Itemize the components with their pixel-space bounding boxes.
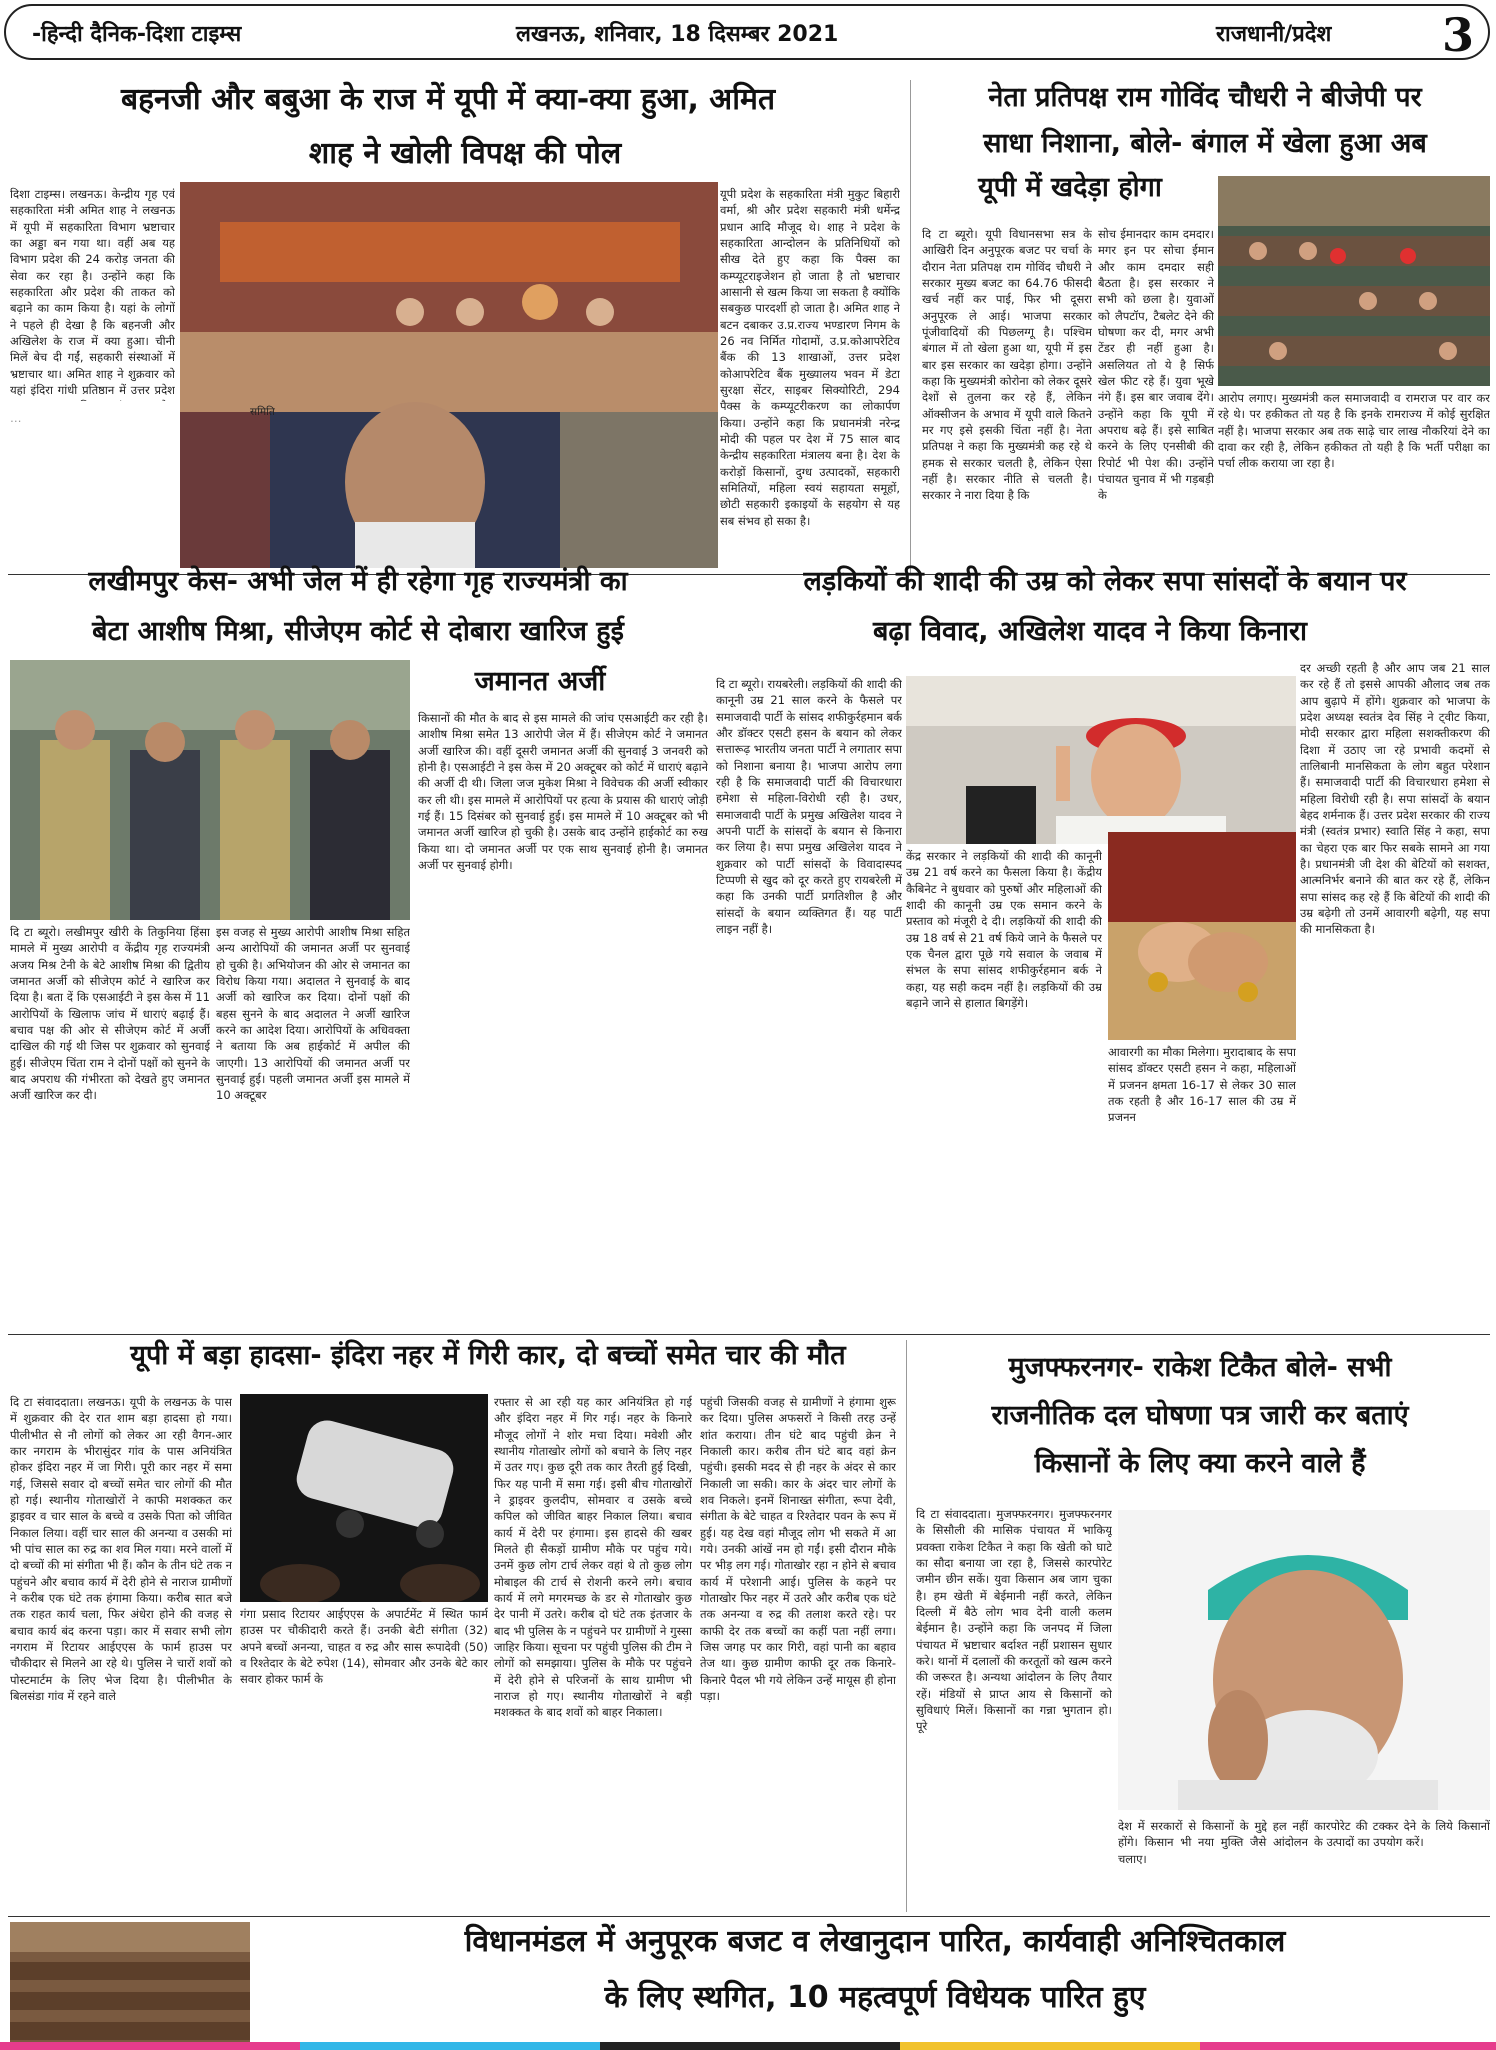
article-sapa-col2: केंद्र सरकार ने लड़कियों की शादी की कानूनी उम्र 21 वर्ष करने का फैसला किया है। केंद्रीय कैबिनेट ने बुधवार को पुरुषों और महिलाओं की शादी की कानूनी उम्र एक समान करने के प्रस्ताव को मंजूरी दे दी। लड़कियों की शादी की उम्र 18 वर्ष से 21 वर्ष किये जाने के फैसले पर एक चैनल द्वारा पूछे गये सवाल के जवाब में संभल के सपा सांसद शफीकुर्रहमान बर्क ने कहा, यह सही कदम नहीं है। लड़कियों की उम्र बढ़ाने जाने से हालात बिगड़ेंगे।: [906, 849, 1102, 1010]
headline-tikait-line2: राजनीतिक दल घोषणा पत्र जारी कर बताएं: [991, 1400, 1409, 1431]
headline-ram-govind-line3: यूपी में खदेड़ा होगा: [978, 172, 1162, 203]
article-ram-govind-col1: दि टा ब्यूरो। यूपी विधानसभा सत्र के आखिरी दिन अनुपूरक बजट पर चर्चा के दौरान नेता प्रतिपक्ष राम गोविंद चौधरी ने सरकार मुख्य बजट का 64.76 फीसदी खर्च नहीं कर पाई, फिर भी दूसरा अनुपूरक ले आई। भाजपा सरकार पूंजीवादियों की पिछलग्गू है। पश्चिम बंगाल में तो खेला हुआ था, यूपी में इस बार इस सरकार का खदेड़ा होगा। उन्होंने कहा कि मुख्यमंत्री कोरोना को लेकर दूसरे देशों से तुलना कर रहे हैं, लेकिन ऑक्सीजन के अभाव में यूपी वाले कितने मर गए इसे इसकी चिंता नहीं है। नेता प्रतिपक्ष ने कहा कि मुख्यमंत्री कह रहे थे हमक से सरकार चलती है, लेकिन ऐसा नहीं है। सरकार नीति से चलती है। सरकार ने नारा दिया है कि: [922, 227, 1092, 503]
article-ram-govind-col3: आरोप लगाए। मुख्यमंत्री कल समाजवादी व रामराज पर वार कर रहे थे। पर हकीकत तो यह है कि इनके रामराज्य में कोई सुरक्षित नहीं है। भाजपा सरकार अब तक साढ़े चार लाख नौकरियां देने का दावा कर रही है, लेकिन हकीकत तो यही है कि भर्ती परीक्षा का पर्चा लीक कराया जा रहा है।: [1218, 391, 1490, 471]
article-tikait-col3: कारपोरेट की टक्कर देने के लिये किसानों के उत्पादों का उपयोग करें।: [1314, 1819, 1490, 1850]
masthead: [4, 4, 1490, 60]
headline-sapa-line2: बढ़ा विवाद, अखिलेश यादव ने किया किनारा: [872, 616, 1308, 647]
headline-lakhimpur-line2: बेटा आशीष मिश्रा, सीजेएम कोर्ट से दोबारा खारिज हुई: [92, 616, 624, 647]
article-accident-col1: दि टा संवाददाता। लखनऊ। यूपी के लखनऊ के पास में शुक्रवार की देर रात शाम बड़ा हादसा हो गया। पीलीभीत से नौ लोगों को लेकर आ रही वैगन-आर कार नगराम के भीरासुंदर गांव के पास अनियंत्रित होकर इंदिरा नहर में जा गिरी। पूरी कार नहर में समा गई, जिससे सवार दो बच्चों समेत चार लोगों की मौत हो गई। स्थानीय गोताखोरों ने काफी मशक्कत कर ड्राइवर व चार साल के बच्चे व उसके पिता को जीवित निकाल लिया। वहीं चार साल की अनन्या व उसकी मां भी पांच साल का रुद्र का शव मिल गया। मरने वालों में दो बच्चों की मां संगीता भी हैं। कौन के तीन घंटे तक न पहुंचने और बचाव कार्य में देरी होने से नाराज ग्रामीणों ने करीब एक घंटे तक हंगामा किया। करीब सात बजे तक राहत कार्य चला, फिर अंधेरा होने की वजह से बचाव कार्य बंद करना पड़ा। कार में सवार सभी लोग नगराम में रिटायर आईएएस के फार्म हाउस पर चौकीदार से मिलने आ रहे थे। पुलिस ने चारों शवों को पोस्टमार्टम के लिए भेज दिया है। पीलीभीत के बिलसंडा गांव में रहने वाले: [10, 1395, 232, 1703]
rakesh-tikait-photo: [1118, 1510, 1490, 1810]
column-divider: [906, 1340, 907, 1912]
headline-lakhimpur-line3: जमानत अर्जी: [474, 666, 606, 697]
article-tikait-col2: देश में सरकारों से किसानों के मुद्दे हल नहीं होंगे। किसान भी नया मुक्ति जैसे आंदोलन चलाए।: [1118, 1819, 1308, 1866]
headline-ram-govind-line1: नेता प्रतिपक्ष राम गोविंद चौधरी ने बीजेपी पर: [988, 82, 1422, 113]
wedding-hands-photo: [1108, 832, 1296, 1040]
accident-photo-caption: गंगा प्रसाद रिटायर आईएएस के अपार्टमेंट में स्थित फार्म हाउस पर चौकीदारी करते हैं। उनकी बेटी संगीता (32) अपने बच्चों अनन्या, चाहत व रुद्र और सास रूपादेवी (50) व रिश्तेदार के बेटे रुपेश (14), सोमवार और उनके बेटे कार सवार होकर फार्म के: [240, 1607, 488, 1687]
headline-amit-shah-line1: बहनजी और बबुआ के राज में यूपी में क्या-क्या हुआ, अमित: [120, 82, 776, 117]
section-divider: [8, 1916, 1490, 1917]
headline-accident: यूपी में बड़ा हादसा- इंदिरा नहर में गिरी कार, दो बच्चों समेत चार की मौत: [130, 1340, 846, 1371]
article-amit-shah-col2: यूपी प्रदेश के सहकारिता मंत्री मुकुट बिहारी वर्मा, श्री और प्रदेश सहकारी मंत्री धर्मेन्द्र प्रधान आदि मौजूद थे। शाह ने प्रदेश के सहकारिता आन्दोलन के प्रतिनिधियों को सीख देते हुए कहा कि पैक्स का कम्प्यूटराइजेशन हो जाता है तो भ्रष्टाचार आसानी से खत्म किया जा सकता है क्योंकि सबकुछ पारदर्शी हो जाता है। अमित शाह ने बटन दबाकर उ.प्र.राज्य भण्डारण निगम के 26 नव निर्मित गोदामों, उ.प्र.कोआपरेटिव बैंक की 13 शाखाओं, उत्तर प्रदेश कोआपरेटिव बैंक मुख्यालय भवन में डेटा सुरक्षा सेंटर, साइबर सिक्योरिटी, 294 पैक्स के कम्प्यूटरीकरण का लोकार्पण किया। उन्होंने कहा कि प्रधानमंत्री नरेन्द्र मोदी की पहल पर देश में 75 साल बाद केन्द्रीय सहकारिता मंत्रालय बना है। देश के करोड़ों किसानों, दुग्ध उत्पादकों, सहकारी समितियों, महिला स्वयं सहायता समूहों, छोटी सहकारी इकाइयों के सहयोग से यह सब संभव हो सका है।: [720, 187, 900, 528]
headline-lakhimpur-line1: लखीमपुर केस- अभी जेल में ही रहेगा गृह राज्यमंत्री का: [88, 566, 628, 597]
paper-name: -हिन्दी दैनिक-दिशा टाइम्स: [32, 22, 242, 47]
legislature-photo: [10, 1922, 250, 2042]
footer-color-strip: [1200, 2042, 1496, 2050]
article-amit-shah-col1: दिशा टाइम्स। लखनऊ। केन्द्रीय गृह एवं सहकारिता मंत्री अमित शाह ने लखनऊ में यूपी में सहकारिता विभाग भ्रष्टाचार का अड्डा बन गया था। वहीं अब यह विभाग प्रदेश की 24 करोड़ जनता की सेवा कर रहा है। उन्होंने कहा कि सहकारिता और प्रदेश की ताकत को बढ़ाने का काम किया है। यहां के लोगों ने पहले ही देखा है कि बहनजी और अखिलेश के राज में क्या हुआ। चीनी मिलें बेच दी गईं, सहकारी संस्थाओं में भ्रष्टाचार था। अमित शाह ने शुक्रवार को यहां इंदिरा गांधी प्रतिष्ठान में उत्तर प्रदेश: [10, 187, 175, 397]
footer-color-strip: [0, 2042, 300, 2050]
article-sapa-col3: आवारगी का मौका मिलेगा। मुरादाबाद के सपा सांसद डॉक्टर एसटी हसन ने कहा, महिलाओं में प्रजनन क्षमता 16-17 से लेकर 30 साल तक रहती है और 16-17 साल की उम्र में प्रजनन: [1108, 1045, 1296, 1125]
article-accident-col3: पहुंची जिसकी वजह से ग्रामीणों ने हंगामा शुरू कर दिया। पुलिस अफसरों ने किसी तरह उन्हें शांत कराया। तीन घंटे बाद पहुंची क्रेन ने निकाली कार। करीब तीन घंटे बाद वहां क्रेन पहुंची। इसकी मदद से ही नहर के अंदर से कार निकाली जा सकी। कार के अंदर चार लोगों के शव निकले। इनमें शिनाख्त संगीता, रूपा देवी, संगीता के बेटे चाहत व रिश्तेदार पवन के रूप में हुई। यह देख वहां मौजूद लोग भी सकते में आ गये। उनकी आंखें नम हो गईं। इसी दौरान मौके पर भीड़ लग गई। गोताखोर रहा न होने से बचाव कार्य में परेशानी आई। पुलिस के कहने पर गोताखोर फिर नहर में उतरे और करीब एक घंटे तक अनन्या व रुद्र की तलाश करते रहे। पर काफी देर तक बच्चों का कहीं पता नहीं लगा। जिस जगह पर कार गिरी, वहां पानी का बहाव तेज था। कुछ ग्रामीण काफी दूर तक किनारे-किनारे पैदल भी गये लेकिन उन्हें मायूस ही होना पड़ा।: [700, 1395, 896, 1703]
article-tikait-col1: दि टा संवाददाता। मुजफ्फरनगर। मुजफ्फरनगर के सिसौली की मासिक पंचायत में भाकियू प्रवक्ता राकेश टिकैत ने कहा कि खेती को घाटे का सौदा बनाया जा रहा है, जिससे कारपोरेट जमीन छीन सकें। युवा किसान अब जाग चुका है। हम खेती में बेईमानी नहीं करते, लेकिन दिल्ली में बैठे लोग भाव देनी वाली कलम बेईमान है। उन्होंने कहा कि जनपद में जिला पंचायत में भ्रष्टाचार बर्दाश्त नहीं प्रशासन सुधार करे। थानों में दलालों की करतूतों को खत्म करने की जरूरत है। अन्यथा आंदोलन के लिए तैयार रहें। मंडियों से प्राप्त आय से किसानों को सुविधाएं मिलें। किसानों का गन्ना भुगतान हो। पूरे: [916, 1507, 1112, 1734]
section-name: राजधानी/प्रदेश: [1216, 22, 1332, 47]
footer-color-strip: [300, 2042, 600, 2050]
amit-shah-caption: समिति: [250, 406, 275, 418]
headline-budget-line1: विधानमंडल में अनुपूरक बजट व लेखानुदान पारित, कार्यवाही अनिश्चितकाल: [464, 1924, 1286, 1959]
assembly-session-photo: [1218, 176, 1490, 386]
article-sapa-col4: दर अच्छी रहती है और आप जब 21 साल कर रहे हैं तो इससे आपकी औलाद जब तक आप बुढ़ापे में होंगे। शुक्रवार को भाजपा के प्रदेश अध्यक्ष स्वतंत्र देव सिंह ने ट्वीट किया, मोदी सरकार द्वारा महिला सशक्तीकरण की दिशा में उठाए जा रहे प्रभावी कदमों से तालिबानी मानसिकता के लोग बहुत परेशान हैं। समाजवादी पार्टी की विचारधारा हमेशा से महिला विरोधी रही है। सपा सांसदों के बयान बेहद शर्मनाक हैं। उत्तर प्रदेश सरकार की राज्य मंत्री (स्वतंत्र प्रभार) स्वाति सिंह ने कहा, सपा का चेहरा एक बार फिर सबके सामने आ गया है। प्रधानमंत्री जी देश की बेटियों को सशक्त, आत्मनिर्भर बनाने की बात कर रहे हैं, लेकिन सपा सांसद कह रहे हैं कि बेटियों की शादी की उम्र बढ़ेगी तो उनमें आवारगी बढ़ेगी, यह सपा की मानसिकता है।: [1300, 661, 1490, 937]
article-lakhimpur-col1: दि टा ब्यूरो। लखीमपुर खीरी के तिकुनिया हिंसा मामले में मुख्य आरोपी व केंद्रीय गृह राज्यमंत्री अजय मिश्र टेनी के बेटे आशीष मिश्रा की द्वितीय जमानत अर्जी को सीजेएम कोर्ट ने खारिज कर दिया है। बता दें कि एसआईटी ने इस केस में 11 आरोपियों के खिलाफ जांच में धाराएं बढ़ाई हैं। बचाव पक्ष की ओर से सीजेएम कोर्ट में अर्जी दाखिल की गई थी जिस पर शुक्रवार को सुनवाई हुई। सीजेएम चिंता राम ने दोनों पक्षों को सुनने के बाद अपराध की गंभीरता को देखते हुए जमानत अर्जी खारिज कर दी।: [10, 925, 210, 1103]
article-ram-govind-col2: सोच ईमानदार काम दमदार। मगर इन पर सोचा ईमान और काम दमदार सही बैठता है। इस सरकार ने सभी को छला है। युवाओं को लैपटॉप, टैबलेट देने की घोषणा कर दी, मगर अभी टेंडर ही नहीं हुआ है। असलियत तो ये है सिर्फ खेल फीट रहे हैं। युवा भूखे नंगे हैं। इस बार जवाब देंगे। उन्होंने कहा कि यूपी में अपराध बढ़े हैं। इसे साबित करने के लिए एनसीबी की रिपोर्ट भी पेश की। उन्होंने पंचायत चुनाव में भी गड़बड़ी के: [1098, 227, 1214, 503]
accident-car-photo: [240, 1394, 488, 1602]
article-lakhimpur-col3: किसानों की मौत के बाद से इस मामले की जांच एसआईटी कर रही है। आशीष मिश्रा समेत 13 आरोपी जेल में हैं। सीजेएम कोर्ट ने जमानत अर्जी खारिज की। वहीं दूसरी जमानत अर्जी की सुनवाई 3 जनवरी को होनी है। एसआईटी ने इस केस में 20 अक्टूबर को कोर्ट में धाराएं बढ़ाने की अर्जी दी थी। जिला जज मुकेश मिश्रा ने विवेचक की अर्जी स्वीकार कर ली थी। इस मामले में आरोपियों पर हत्या के प्रयास की धाराएं जोड़ी गई हैं। 15 दिसंबर को सुनवाई हुई। इस मामले में 10 अक्टूबर को भी जमानत अर्जी खारिज हो चुकी है। उसके बाद उन्होंने हाईकोर्ट का रुख किया था। दो जमानत अर्जी पर एक साथ सुनवाई होनी है। जमानत अर्जी पर सुनवाई होगी।: [418, 711, 708, 872]
akhilesh-yadav-photo: [906, 676, 1296, 844]
headline-ram-govind-line2: साधा निशाना, बोले- बंगाल में खेला हुआ अब: [983, 128, 1427, 159]
article-sapa-col1: दि टा ब्यूरो। रायबरेली। लड़कियों की शादी की कानूनी उम्र 21 साल करने के फैसले पर समाजवादी पार्टी के सांसद शफीकुर्रहमान बर्क और डॉक्टर एसटी हसन के बयान को लेकर सत्तारूढ़ भारतीय जनता पार्टी ने लगातार सपा को निशाना बनाया है। भाजपा आरोप लगा रही है कि समाजवादी पार्टी की विचारधारा हमेशा से महिला-विरोधी रही है। उधर, समाजवादी पार्टी के प्रमुख अखिलेश यादव ने अपनी पार्टी के सांसदों के बयान से किनारा कर लिया है। सपा प्रमुख अखिलेश यादव ने शुक्रवार को पार्टी सांसदों के विवादास्पद टिप्पणी से खुद को दूर करते हुए रायबरेली में कहा कि उनकी पार्टी प्रगतिशील है और सांसदों के बयान व्यक्तिगत हैं। यह पार्टी लाइन नहीं है।: [716, 677, 902, 936]
footer-color-strip: [600, 2042, 900, 2050]
headline-sapa-line1: लड़कियों की शादी की उम्र को लेकर सपा सांसदों के बयान पर: [803, 566, 1407, 597]
article-lakhimpur-col2: इस वजह से मुख्य आरोपी आशीष मिश्रा सहित अन्य आरोपियों की जमानत अर्जी पर सुनवाई हो चुकी है। अभियोजन की ओर से जमानत का विरोध किया गया। अदालत ने सुनवाई के बाद अर्जी को खारिज कर दिया। दोनों पक्षों की बहस सुनने के बाद अदालत ने अर्जी खारिज करने का आदेश दिया। आरोपियों के अधिवक्ता ने बताया कि अब हाईकोर्ट में अपील की जाएगी। 13 आरोपियों की जमानत अर्जी पर सुनवाई हुई। पहली जमानत अर्जी इस मामले में 10 अक्टूबर: [216, 925, 410, 1103]
article-amit-shah-col1-cont: …: [10, 411, 22, 425]
lakhimpur-police-photo: [10, 660, 410, 920]
headline-tikait-line1: मुजफ्फरनगर- राकेश टिकैत बोले- सभी: [1008, 1352, 1392, 1383]
amit-shah-event-photo: [180, 182, 718, 568]
article-accident-col2: रफ्तार से आ रही यह कार अनियंत्रित हो गई और इंदिरा नहर में गिर गई। नहर के किनारे मौजूद लोगों ने शोर मचा दिया। मवेशी और स्थानीय गोताखोर लोगों को बचाने के लिए नहर में उतर गए। कुछ दूरी तक कार तैरती हुई दिखी, फिर यह पानी में समा गई। इसी बीच गोताखोरों ने ड्राइवर कुलदीप, सोमवार व उसके बच्चे कपिल को जीवित बाहर निकाल लिया। बचाव कार्य में देरी पर हंगामा। इस हादसे की खबर मिलते ही सैकड़ों ग्रामीण मौके पर पहुंच गये। उनमें कुछ लोग टार्च लेकर वहां थे तो कुछ लोग मोबाइल की टार्च से रोशनी करने लगे। बचाव कार्य में लगे मगरमच्छ के डर से गोताखोर कुछ देर पानी में उतरे। करीब दो घंटे तक इंतजार के बाद भी पुलिस के न पहुंचने पर ग्रामीणों ने गुस्सा जाहिर किया। सूचना पर पहुंची पुलिस की टीम ने लोगों को समझाया। पुलिस के मौके पर पहुंचने में देरी होने से परिजनों के साथ ग्रामीण भी नाराज हो गए। स्थानीय गोताखोरों ने बड़ी मशक्कत के बाद शवों को बाहर निकाला।: [494, 1395, 692, 1720]
footer-color-strip: [900, 2042, 1200, 2050]
column-divider: [910, 80, 911, 574]
page-number: 3: [1441, 8, 1474, 62]
section-divider: [8, 1334, 1490, 1335]
headline-budget-line2: के लिए स्थगित, 10 महत्वपूर्ण विधेयक पारित हुए: [604, 1980, 1146, 2015]
headline-amit-shah-line2: शाह ने खोली विपक्ष की पोल: [308, 136, 622, 171]
dateline: लखनऊ, शनिवार, 18 दिसम्बर 2021: [516, 22, 839, 47]
headline-tikait-line3: किसानों के लिए क्या करने वाले हैं: [1034, 1448, 1366, 1479]
